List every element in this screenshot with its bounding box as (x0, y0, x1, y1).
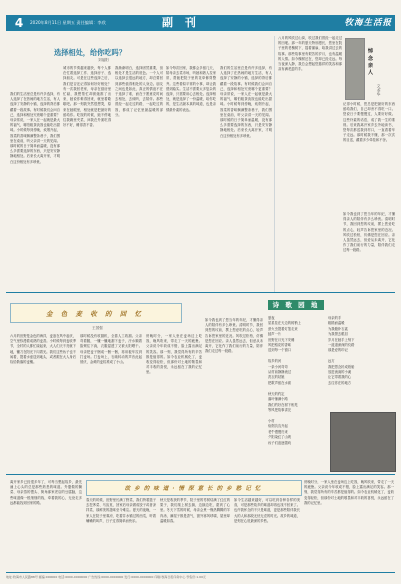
poem-line: 为我缝补衣裳 (328, 326, 348, 331)
article2-col3: 如今我也到了您当年的年纪，才懂得亲人的陪伴有多么珍贵。清明时节，我回到您的坟前，摆上您爱吃的点心，轻声告诉您家里的近况。风吹过松柏，仿佛是您在回应。亲人虽然远去，但爱从未离开，它化作了我们前行的力量，陪伴我们走过每一段路。 (343, 212, 395, 253)
poetry-section-title: 诗 歌 园 地 (268, 300, 324, 310)
article4-col2: 春天的时候，田野里长满了野菜，我们挎着篮子去挖荠菜、马齿苋，回家后母亲做成饺子或者凉拌菜，那鲜美的滋味至今难忘。夏天的夜晚，一家人在院子里乘凉，吃着井水镇过的西瓜，听着蛐蛐的叫声，日子过得简单而快乐。 (86, 498, 156, 523)
poem-line: 小村 (268, 419, 275, 424)
poem-line: 放进流淌的小溪 (328, 370, 352, 375)
article4-title: 故 乡 的 味 道 · 情 深 意 长 的 乡 愁 记 忆 (124, 486, 262, 492)
page-footer: 地址:牧海市人民路88号 邮编:000000 电话:0000-0000000 广告热线:0000-0000000 发行:0000-0000000 印刷:牧海日报印务中心 零售价:1.00元 (6, 572, 395, 581)
column-divider (274, 36, 275, 292)
illustration-photo (330, 412, 396, 472)
article3-col2: 那时候没有收割机，全靠人工收割。父亲弯着腰，一镰一镰地割下麦子，汗水顺着脸颊往下淌，衣服湿透了又被太阳晒干。母亲把麦子捆成一捆一捆，再用板车拉到打麦场。打麦场上，石磙转动的声音此起彼伏，金黄的麦粒堆成了小山。 (80, 334, 142, 365)
section-divider (6, 292, 395, 293)
poem-line: 为我擦去眼泪 (328, 332, 348, 337)
article1-col1: 我们的生活里总是有许多选择，有人选择了在热闹的地方生活，有人选择了安静的小镇，选择的背后都藏着一段故事。有时候我们会问自己，选择和相处究竟哪个更重要？母亲常说，一家人在一起就是最大的福气，哪怕粗茶淡饭也能吃出甜味。小时候每到傍晚，炊烟升起，饭菜的香味飘满整条巷子，我们围坐在桌前，听父亲讲一天的见闻。那时候的日子简单而温暖，没有那么多需要选择的东西，只是安安静静地相处。后来长大离开家，才明白这份相处有多珍贵。 (10, 92, 60, 164)
poem-line: 那是爱的印记 (328, 348, 348, 353)
poetry-list-1 (268, 316, 324, 386)
poem-line: 粗糙而温暖 (328, 321, 345, 326)
article3-title: 金 色 麦 收 的 回 忆 (45, 310, 145, 318)
article2-col2: 记得小时候，您总是把最好的东西留给我们，自己却舍不得吃一口。您说日子要慢慢过，人要好好做。这些朴素的话语，成了我一生的准则。后来我离开家乡去外地读书，您每次都送我到村口，一直看着车子走远。那时候我不懂，那一次次的目送，藏着多少牵挂和不舍。 (343, 102, 395, 143)
poem-line: 星星挂在天边的树梢上 (268, 321, 301, 326)
poem-line: 去往你在的地方 (328, 380, 352, 385)
poem-line: 母亲的手 (328, 316, 342, 320)
poem-line: 故乡的河 (268, 359, 282, 364)
article2-title: 悼念亲人 (367, 48, 373, 77)
poem-line: 田野在月光下安睡 (268, 337, 295, 342)
issue-date: 2020年8月11日 星期五 责任编辑：李欣 (30, 20, 106, 25)
poem-line: 夏夜 (268, 316, 275, 320)
article3-col4: 如今我也到了您当年的年纪，才懂得亲人的陪伴有多么珍贵。清明时节，我回到您的坟前，摆上您爱吃的点心，轻声告诉您家里的近况。风吹过松柏，仿佛是您在回应。亲人虽然远去，但爱从未离开，它化作了我们前行的力量，陪伴我们走过每一段路。 (205, 318, 263, 354)
poem-line: 老牛慢慢归来 (268, 429, 288, 434)
section-divider (6, 474, 395, 475)
poem-line: 孩子们追逐嬉戏 (268, 440, 292, 445)
article3-col1: 六月的田野是金色的海洋，麦浪在风中起伏，空气里弥漫着成熟的麦香。小时候每到麦收季节，全村的人都忙碌起来，大人们天不亮就下地，镰刀在阳光下闪着光。我们这些孩子也不闲着，提着水壶送到地头，或者跟在大人身后捡拾散落的麦穗。 (10, 334, 76, 365)
article3-col3: 傍晚时分，一家人坐在麦场边上吃饭，晚风吹来，带走了一天的疲惫。父亲说今年收成不错，脸上露出满足的笑容。那一刻，我觉得所有的辛苦都是值得的。如今农业机械化了，麦收变得轻松，但那份对土地的敬畏和对丰收的喜悦，永远留在了我的记忆里。 (146, 334, 202, 375)
poem-line: 把歌声留在水面 (268, 380, 292, 385)
poem-line: 我们约好在树下相见 (268, 402, 298, 407)
section-title: 副 刊 (162, 16, 200, 29)
article2-col1: 八月的风吹过山岗，吹过我们曾经一起走过的田埂。那一年的夏天特别漫长，您坐在院子里的老槐树下，摇着蒲扇，给我讲过去的故事。那些故事里有艰苦的岁月，也有温暖的人情。如今槐树还在，您却已经走远。每当夜深人静，我总会想起您慈祥的笑容和那双布满老茧的手。 (278, 36, 342, 72)
poem-line: 我把思念折成纸船 (328, 364, 355, 369)
poem-line: 等风把故事讲完 (268, 408, 292, 413)
poem-line: 炊烟袅袅升起 (268, 424, 288, 429)
poem-line: 萤火虫提着灯笼走来 (268, 326, 298, 331)
page-number: 4 (14, 16, 24, 30)
poem-line: 岁月在她手上刻下 (328, 337, 355, 342)
article4-col5: 傍晚时分，一家人坐在麦场边上吃饭，晚风吹来，带走了一天的疲惫。父亲说今年收成不错，脸上露出满足的笑容。那一刻，我觉得所有的辛苦都是值得的。如今农业机械化了，麦收变得轻松，但那份对土地的敬畏和对丰收的喜悦，永远留在了我的记忆里。 (304, 480, 394, 505)
poem-line: 一条小河弯弯 (268, 364, 288, 369)
poem-line: 蛙声一片 (268, 332, 282, 337)
article2-byline: 文/李华 (377, 84, 381, 97)
article1-col3: 我渐渐明白，选择固然重要，但相处才是生活的底色。一个人可以选择去很远的地方，却总要回到那些值得相处的人身边。朋友之间也是如此，真正的情谊不在于选择了谁，而在于愿意花时间去相处，去倾听，去陪伴。那些曾经一起走过的路，一起吃过的饭，都成了记忆里最温暖的部分。 (115, 66, 163, 117)
poem-line: 落叶铺满小路 (268, 397, 288, 402)
poem-line: 秋天的约定 (268, 392, 285, 396)
poem-line: 从村前静静流过 (268, 370, 292, 375)
article1-byline: 刘福阳 (98, 58, 109, 62)
article1-col5: 我们的生活里总是有许多选择，有人选择了在热闹的地方生活，有人选择了安静的小镇，选择的背后都藏着一段故事。有时候我们会问自己，选择和相处究竟哪个更重要？母亲常说，一家人在一起就是最大的福气，哪怕粗茶淡饭也能吃出甜味。小时候每到傍晚，炊烟升起，饭菜的香味飘满整条巷子，我们围坐在桌前，听父亲讲一天的见闻。那时候的日子简单而温暖，没有那么多需要选择的东西，只是安安静静地相处。后来长大离开家，才明白这份相处有多珍贵。 (220, 66, 272, 138)
article4-col1: 离开家乡已经很多年了，可每当想起故乡，最先涌上心头的总是那些熟悉的味道。外婆做的腌菜、母亲蒸的馒头、街角那家老店的豆腐脑，这些味道像一根细细的线，牵着我的心，无论走多远都能找到回家的路。 (10, 480, 82, 505)
poem-line: 远方 (328, 359, 335, 364)
author-portrait (345, 38, 365, 100)
poem-line: 洗衣的姑娘 (268, 375, 285, 380)
poem-line: 让它带着我的心 (328, 375, 352, 380)
poem-line: 夕阳染红了山坡 (268, 435, 292, 440)
poem-line: 送到每一个窗口 (268, 348, 292, 353)
article3-byline: 王国强 (92, 326, 103, 330)
article1-col4: 如今每次回家，我都会多留几天，陪母亲去菜市场，听她和熟人拉家常，帮她把院子里的花草修剪整齐。这些看似平常的小事，却让我感到踏实。生活不需要太多复杂的选择，只需要用心去相处。选择相处，就是选择了一份温暖，给你吃的，是生活最本真的味道，也是亲情最朴素的表达。 (166, 66, 216, 112)
paper-name: 牧海生活报 (344, 18, 392, 28)
poetry-list-3 (268, 392, 324, 446)
poetry-list-2 (328, 316, 394, 386)
article1-col2: 城市的节奏越来越快，每个人都在忙着选择工作、选择房子、选择朋友。可是在这些选择之后，我们是否还记得如何好好相处？有一次我回老家，母亲在厨房里忙碌，我想帮忙却被她推了出来，她说你难得回来，就坐着歇歇吧。那一刻我突然很想哭，原来在她眼里，相处就是把最好的留给你。吃饭的时候，她不停地往我碗里夹菜，问我在外面吃得好不好，睡得香不香。 (63, 66, 111, 128)
article4-col3: 秋天是收获的季节，院子里的枣树结满了红红的果子，我们爬上树去摘，边摘边吃，甜到了心里。冬天下雪的时候，母亲会煮一锅热腾腾的羊肉汤，满屋子都是香气，窗外寒风呼啸，屋里却温暖如春。 (160, 498, 230, 523)
poem-line: 风把稻花的香味 (268, 343, 292, 348)
article4-col4: 如今生活越来越好，可以吃到各种各样的美食，可是那些故乡的味道却再也找不回来了。也许我怀念的不只是味道，更是那些陪伴我长大的人和那段无忧无虑的时光。故乡的味道，是刻在心底最深的乡愁。 (234, 498, 300, 523)
poem-line: 一道道深深的纹路 (328, 343, 355, 348)
article1-title: 选择相处，给你吃吗？ (54, 48, 126, 57)
